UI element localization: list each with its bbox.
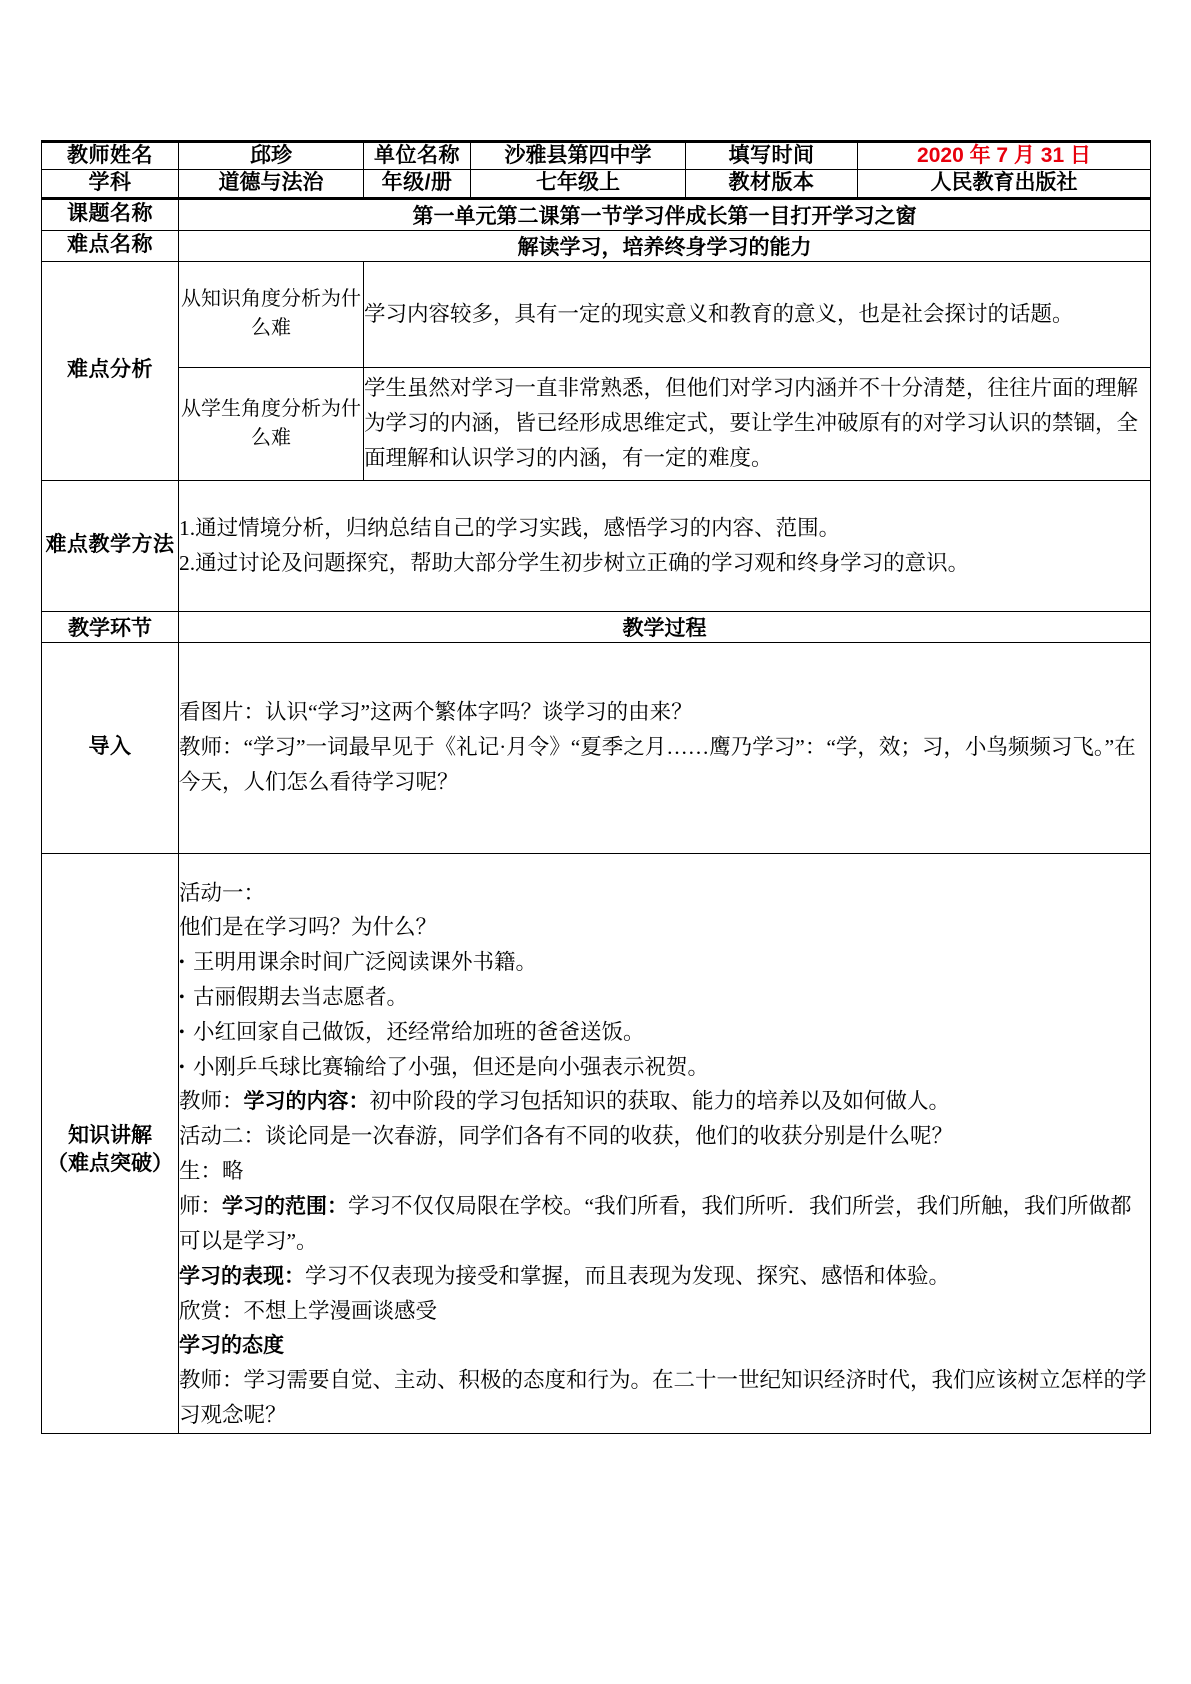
knowledge-line: 他们是在学习吗？为什么？ [179, 915, 438, 940]
knowledge-line: 活动一： [179, 880, 266, 905]
intro-line: 看图片：认识“学习”这两个繁体字吗？谈学习的由来？ [179, 700, 693, 725]
fill-date-label: 填写时间 [686, 142, 858, 170]
grade-value: 七年级上 [471, 170, 686, 198]
table-row-intro [42, 642, 1151, 853]
knowledge-line: 活动二：谈论同是一次春游，同学们各有不同的收获，他们的收获分别是什么呢？ [179, 1124, 954, 1149]
analysis-student-text: 学生虽然对学习一直非常熟悉，但他们对学习内涵并不十分清楚，往往片面的理解为学习的内涵，皆已经形成思维定式，要让学生冲破原有的对学习认识的禁锢，全面理解和认识学习的内涵，有一定的难度。 [364, 367, 1151, 480]
knowledge-line: 欣赏：不想上学漫画谈感受 [179, 1299, 438, 1323]
unit-name-value: 沙雅县第四中学 [471, 142, 686, 170]
intro-line: 教师：“学习”一词最早见于《礼记·月令》“夏季之月……鹰乃学习”：“学，效；习，小鸟频频习飞。”在今天，人们怎么看待学习呢？ [179, 735, 1136, 794]
table-row-difficulty-name [42, 230, 1151, 261]
difficulty-name-label: 难点名称 [42, 230, 179, 261]
knowledge-line: 生：略 [179, 1159, 244, 1184]
knowledge-line: 教师：学习需要自觉、主动、积极的态度和行为。在二十一世纪知识经济时代，我们应该树立怎样的学习观念呢？ [179, 1367, 1147, 1427]
knowledge-bullet-item: • 小刚乒乓球比赛输给了小强，但还是向小强表示祝贺。 [179, 1050, 1150, 1085]
knowledge-bullet-item: • 古丽假期去当志愿者。 [179, 980, 1150, 1015]
textbook-version-label: 教材版本 [686, 170, 858, 198]
knowledge-rich-line: 教师：学习的内容：初中阶段的学习包括知识的获取、能力的培养以及如何做人。 [179, 1089, 951, 1114]
intro-label: 导入 [42, 642, 179, 853]
analysis-student-sublabel: 从学生角度分析为什么难 [179, 367, 364, 480]
knowledge-label-line1: 知识讲解 [68, 1123, 152, 1147]
table-row-difficulty-analysis-knowledge [42, 261, 1151, 367]
knowledge-keyword: 学习的范围： [222, 1195, 349, 1219]
teaching-stage-header: 教学环节 [42, 611, 179, 642]
table-row-topic [42, 198, 1151, 230]
teacher-name-value: 邱珍 [179, 142, 364, 170]
textbook-version-value: 人民教育出版社 [858, 170, 1151, 198]
subject-value: 道德与法治 [179, 170, 364, 198]
knowledge-bullet-item: • 王明用课余时间广泛阅读课外书籍。 [179, 945, 1150, 980]
table-row-process-header [42, 611, 1151, 642]
difficulty-name-value: 解读学习，培养终身学习的能力 [179, 230, 1151, 261]
difficulty-method-line: 1.通过情境分析，归纳总结自己的学习实践，感悟学习的内容、范围。 [179, 515, 841, 540]
knowledge-rich-line: 师：学习的范围：学习不仅仅局限在学校。“我们所看，我们所听．我们所尝，我们所触，我们所做都可以是学习”。 [179, 1194, 1132, 1254]
table-row-difficulty-methods [42, 480, 1151, 611]
topic-value: 第一单元第二课第一节学习伴成长第一目打开学习之窗 [179, 198, 1151, 230]
table-row-knowledge [42, 853, 1151, 1433]
teacher-name-label: 教师姓名 [42, 142, 179, 170]
knowledge-label [42, 853, 179, 1433]
fill-date-value: 2020 年 7 月 31 日 [858, 142, 1151, 170]
subject-label: 学科 [42, 170, 179, 198]
difficulty-analysis-label: 难点分析 [42, 261, 179, 480]
difficulty-method-line: 2.通过讨论及问题探究，帮助大部分学生初步树立正确的学习观和终身学习的意识。 [179, 550, 970, 575]
table-row-teacher-info [42, 142, 1151, 170]
table-row-difficulty-analysis-student [42, 367, 1151, 480]
difficulty-methods-label: 难点教学方法 [42, 480, 179, 611]
analysis-knowledge-text: 学习内容较多，具有一定的现实意义和教育的意义，也是社会探讨的话题。 [364, 261, 1151, 367]
difficulty-methods-content [179, 480, 1151, 611]
knowledge-bold-heading: 学习的态度 [179, 1333, 284, 1357]
knowledge-label-line2: （难点突破） [47, 1152, 173, 1175]
knowledge-content [179, 853, 1151, 1433]
knowledge-keyword: 学习的表现： [179, 1264, 305, 1288]
knowledge-rich-line: 学习的表现：学习不仅表现为接受和掌握，而且表现为发现、探究、感悟和体验。 [179, 1263, 951, 1288]
unit-name-label: 单位名称 [364, 142, 471, 170]
knowledge-keyword: 学习的内容： [243, 1090, 370, 1114]
teaching-process-header: 教学过程 [179, 611, 1151, 642]
knowledge-bullet-item: • 小红回家自己做饭，还经常给加班的爸爸送饭。 [179, 1015, 1150, 1050]
table-row-subject-info [42, 170, 1151, 198]
grade-label: 年级/册 [364, 170, 471, 198]
analysis-knowledge-sublabel: 从知识角度分析为什么难 [179, 261, 364, 367]
topic-label: 课题名称 [42, 198, 179, 230]
knowledge-block-list [179, 876, 1150, 1433]
intro-content [179, 642, 1151, 853]
lesson-plan-table [41, 140, 1151, 1434]
